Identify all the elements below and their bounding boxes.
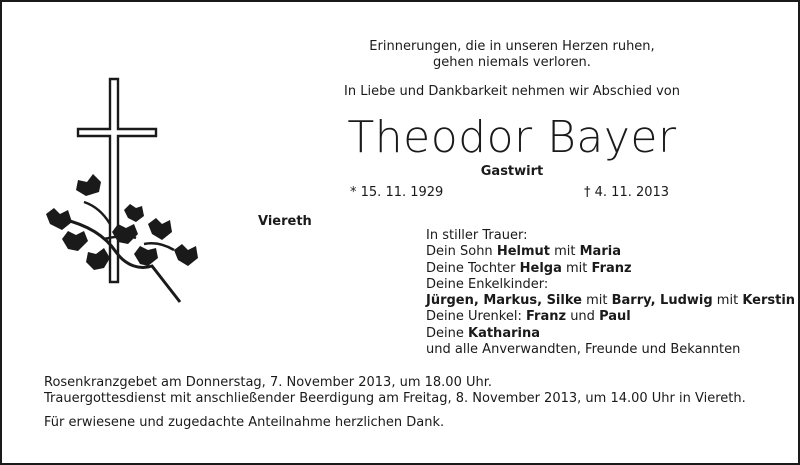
- service-line: Trauergottesdienst mit anschließender Beerdigung am Freitag, 8. November 2013, um 14.00 Uhr in Viereth.: [44, 391, 746, 406]
- mourner-text: Deine Enkelkinder:: [426, 276, 549, 292]
- mourner-text: Deine Tochter: [426, 260, 520, 276]
- mourner-text: mit: [561, 260, 592, 276]
- thanks-note: Für erwiesene und zugedachte Anteilnahme herzlichen Dank.: [44, 415, 445, 430]
- mourner-line: [426, 261, 795, 277]
- place: Viereth: [258, 214, 312, 229]
- birth-date: * 15. 11. 1929: [350, 185, 444, 200]
- mourner-line: [426, 342, 795, 358]
- mourner-name: Paul: [599, 309, 631, 325]
- mourner-name: Franz: [526, 309, 567, 325]
- mourner-name: Barry, Ludwig: [611, 293, 713, 309]
- mourners-list: [426, 228, 795, 358]
- service-line: Rosenkranzgebet am Donnerstag, 7. November 2013, um 18.00 Uhr.: [44, 375, 493, 390]
- quote: [302, 39, 722, 71]
- mourner-text: und: [566, 309, 600, 325]
- mourner-name: Kerstin: [742, 293, 796, 309]
- mourner-text: mit: [549, 244, 580, 260]
- mourner-text: In stiller Trauer:: [426, 228, 528, 243]
- mourner-name: Franz: [591, 260, 632, 276]
- cross-with-ivy-icon: [44, 74, 204, 314]
- mourner-text: Deine: [426, 325, 468, 341]
- mourner-line: [426, 326, 795, 342]
- quote-line: gehen niemals verloren.: [433, 55, 591, 70]
- occupation: Gastwirt: [480, 164, 544, 179]
- mourner-line: [426, 277, 795, 293]
- intro-text: In Liebe und Dankbarkeit nehmen wir Abschied von: [344, 84, 680, 99]
- mourner-line: [426, 293, 795, 309]
- death-date: † 4. 11. 2013: [584, 185, 670, 200]
- mourner-line: [426, 228, 795, 244]
- deceased-name: Theodor Bayer: [347, 112, 677, 163]
- mourner-line: [426, 244, 795, 260]
- mourner-text: Deine Urenkel:: [426, 309, 526, 325]
- quote-line: Erinnerungen, die in unseren Herzen ruhen,: [369, 39, 655, 54]
- mourner-text: und alle Anverwandten, Freunde und Bekannten: [426, 342, 741, 358]
- mourner-text: mit: [712, 293, 743, 309]
- mourner-text: Dein Sohn: [426, 244, 497, 260]
- mourner-name: Jürgen, Markus, Silke: [426, 293, 582, 309]
- mourner-line: [426, 309, 795, 325]
- mourner-name: Maria: [579, 244, 621, 260]
- mourner-name: Katharina: [468, 325, 540, 341]
- mourner-name: Helmut: [496, 244, 550, 260]
- service-info: [44, 375, 746, 407]
- mourner-name: Helga: [519, 260, 562, 276]
- mourner-text: mit: [581, 293, 612, 309]
